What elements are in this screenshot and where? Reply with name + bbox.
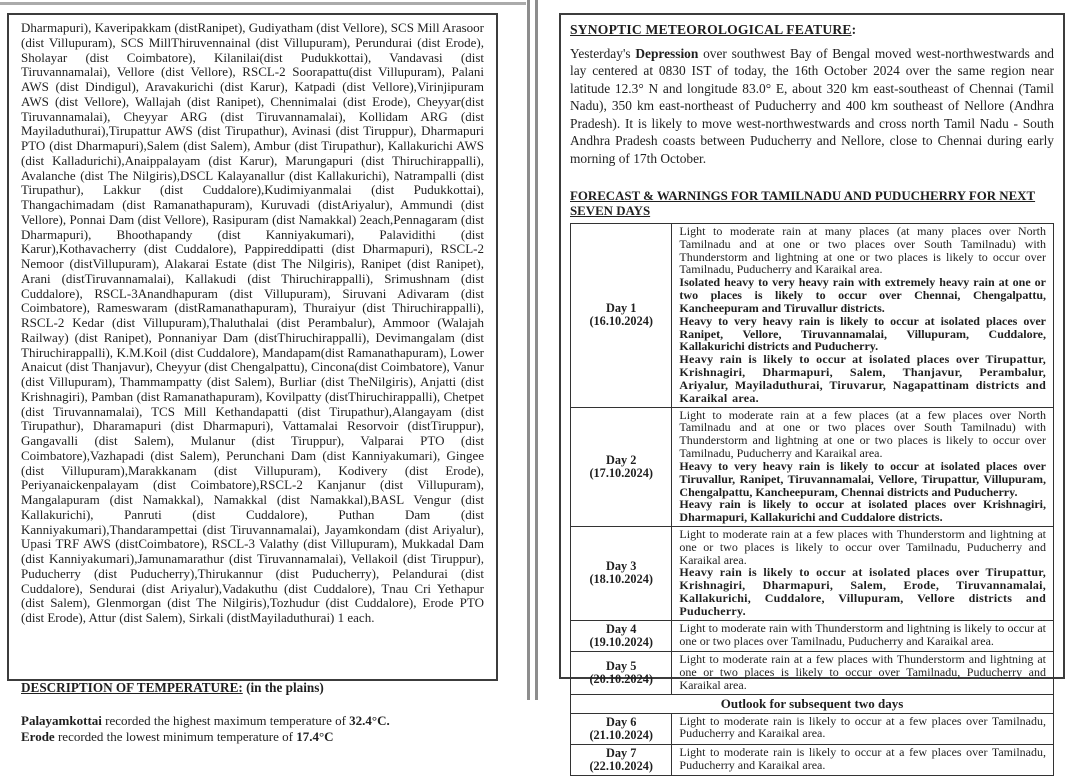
- forecast-cell: [672, 652, 1054, 694]
- day-label: Day 6 (21.10.2024): [571, 713, 672, 744]
- forecast-outlook-row: [571, 694, 1054, 713]
- max-temperature-line: [21, 713, 484, 729]
- forecast-text-segment: Light to moderate rain is likely to occur at a few places over Tamilnadu, Puducherry and Karaikal area.: [679, 713, 1046, 741]
- forecast-warning-segment: Heavy rain is likely to occur at isolated places over Tirupattur, Krishnagiri, Dharmapuri, Salem, Thanjavur, Perambalur, Ariyalur, Mayiladuthurai, Tiruvarur, Nagapattinam districts and Karaikal area.: [679, 352, 1046, 405]
- forecast-warning-segment: Heavy rain is likely to occur at isolated places over Tirupattur, Krishnagiri, Dharmapuri, Salem, Erode, Tiruvannamalai, Kallakurichi, Cuddalore, Villupuram, Vellore districts and Puducherry.: [679, 565, 1046, 618]
- forecast-table: [570, 223, 1054, 776]
- forecast-cell: [672, 527, 1054, 621]
- day-label: Day 1 (16.10.2024): [571, 223, 672, 407]
- forecast-text-segment: Light to moderate rain at many places (at many places over North Tamilnadu and at one or two places over South Tamilnadu) with Thunderstorm and lightning at one or two places is likely to occur over Tamilnadu, Puducherry and Karaikal area.: [679, 223, 1046, 277]
- min-temperature-text: recorded the lowest minimum temperature of: [54, 728, 297, 744]
- day-label: Day 3 (18.10.2024): [571, 527, 672, 621]
- forecast-row-day6: [571, 713, 1054, 744]
- scan-edge-artifact: [0, 2, 526, 5]
- synoptic-depression-term: Depression: [635, 46, 699, 61]
- min-temperature-station: Erode: [21, 728, 55, 744]
- forecast-text-segment: Light to moderate rain at a few places (at a few places over North Tamilnadu and at one or two places over South Tamilnadu) with Thunderstorm and lightning at one or two places is likely to occur over Tamilnadu, Puducherry and Karaikal area.: [679, 407, 1046, 461]
- synoptic-heading-colon: :: [851, 22, 857, 37]
- synoptic-text-after: over southwest Bay of Bengal moved west-northwestwards and lay centered at 0830 IST of today, the 16th October 2024 over the same region near latitude 12.3° N and longitude 83.0° E, about 320 km east-southeast of Chennai (Tamil Nadu), 350 km east-northeast of Puducherry and 400 km southeast of Nellore (Andhra Pradesh). It is likely to move west-northwestwards and cross north Tamil Nadu - South Andhra Pradesh coasts between Puducherry and Nellore, close to Chennai during early morning of 17th October.: [570, 46, 1054, 166]
- outlook-label: Outlook for subsequent two days: [571, 694, 1054, 713]
- temperature-lines: [21, 713, 484, 745]
- forecast-heading: [570, 189, 1054, 219]
- day-label: Day 7 (22.10.2024): [571, 744, 672, 775]
- forecast-row-day5: [571, 652, 1054, 694]
- forecast-cell: [672, 223, 1054, 407]
- forecast-row-day2: [571, 407, 1054, 526]
- synoptic-heading-text: SYNOPTIC METEOROLOGICAL FEATURE: [570, 22, 852, 37]
- day-label: Day 4 (19.10.2024): [571, 620, 672, 651]
- temperature-heading-text: DESCRIPTION OF TEMPERATURE:: [21, 679, 243, 695]
- synoptic-heading: [570, 22, 1054, 38]
- forecast-warning-segment: Heavy to very heavy rain is likely to occur at isolated places over Tiruvallur, Ranipet, Tiruvannamalai, Vellore, Tirupattur, Villupuram, Chengalpattu, Kancheepuram, Chennai districts and Puducherry.: [679, 458, 1046, 499]
- min-temperature-line: [21, 729, 484, 745]
- forecast-row-day1: [571, 223, 1054, 407]
- forecast-text-segment: Light to moderate rain at a few places with Thunderstorm and lightning at one or two places is likely to occur over Tamilnadu, Puducherry and Karaikal area.: [679, 527, 1046, 567]
- left-page: [7, 13, 498, 744]
- right-page: [559, 13, 1065, 773]
- max-temperature-station: Palayamkottai: [21, 712, 102, 728]
- synoptic-text-before: Yesterday's: [570, 46, 636, 61]
- forecast-text-segment: Light to moderate rain at a few places with Thunderstorm and lightning at one or two places is likely to occur over Tamilnadu, Puducherry and Karaikal area.: [679, 652, 1046, 692]
- max-temperature-text: recorded the highest maximum temperature of: [101, 712, 350, 728]
- forecast-row-day4: [571, 620, 1054, 651]
- forecast-row-day3: [571, 527, 1054, 621]
- forecast-text-segment: Light to moderate rain with Thunderstorm and lightning is likely to occur at one or two places over Tamilnadu, Puducherry and Karaikal area.: [679, 620, 1046, 648]
- forecast-cell: [672, 713, 1054, 744]
- forecast-warning-segment: Isolated heavy to very heavy rain with extremely heavy rain at one or two places is likely to occur over Chennai, Chengalpattu, Kancheepuram and Tiruvallur districts.: [679, 275, 1046, 315]
- max-temperature-value: 32.4°C.: [349, 712, 390, 728]
- forecast-row-day7: [571, 744, 1054, 775]
- rainfall-station-list: Dharmapuri), Kaveripakkam (distRanipet), Gudiyatham (dist Vellore), SCS Mill Arasoor (dist Villupuram), SCS MillThiruvennainal (dist Villupuram), Perundurai (dist Erode), Sholayar (dist Coimbatore), Kilanilai(dist Pudukkottai), Vandavasi (dist Tiruvannamalai), Vellore (dist Vellore), RSCL-2 Soorapattu(dist Villupuram), Palani AWS (dist Dindigul), Aravakurichi (dist Karur), Katpadi (dist Vellore),Virinjipuram AWS (dist Vellore), Wallajah (dist Ranipet), Chennimalai (dist Erode), Cheyyar(dist Tiruvannamalai), Cheyyar ARG (dist Tiruvannamalai), Kollidam ARG (dist Mayiladuthurai),Tirupattur AWS (dist Tirupathur), Avinasi (dist Tiruppur), Dharmapuri PTO (dist Dharmapuri),Salem (dist Salem), Ambur (dist Tirupathur), Kallakurichi AWS (dist Kalladurichi),Anaippalayam (dist Karur), Marungapuri (dist Thiruchirappalli), Avalanche (dist The Nilgiris),DSCL Kalayanallur (dist Kallakurichi), Natrampalli (dist Tirupathur), Lakkur (dist Cuddalore),Kudimiyanmalai (dist Pudukkottai), Thangachimadam (dist Ramanathapuram), Kuruvadi (distAriyalur), Ammundi (dist Vellore), Ponnai Dam (dist Vellore), Rasipuram (dist Namakkal) 2each,Pennagaram (dist Dharmapuri), Bhoothapandy (dist Kanniyakumari), Palavidithi (dist Karur),Kothavacherry (dist Cuddalore), Pappireddipatti (dist Dharmapuri), RSCL-2 Nemoor (distVillupuram), Alakarai Estate (dist The Nilgiris), Ranipet (dist Ranipet), Arani (distTiruvannamalai), Kallakudi (dist Thiruchirappalli), Srimushnam (dist Cuddalore), RSCL-3Anandhapuram (dist Villupuram), Siruvani Adivaram (dist Coimbatore), Rameswaram (distRamanathapuram), Thuraiyur (dist Thiruchirappalli), RSCL-2 Kedar (dist Villupuram),Thaluthalai (dist Perambalur), Ammoor (Walajah Railway) (dist Ranipet), Ponnaniyar Dam (distThiruchirappalli), Devimangalam (dist Thiruchirappalli), K.M.Koil (dist Cuddalore), Mandapam(dist Ramanathapuram), Lower Anaicut (dist Thanjavur), Cheyyur (dist Chengalpattu), Cincona(dist Coimbatore), Vanur (dist Villupuram), Thammampatty (dist Salem), Burliar (dist TheNilgiris), Anjatti (dist Krishnagiri), Pamban (dist Ramanathapuram), Kovilpatty (distThiruchirappalli), Chetpet (dist Tiruvannamalai), TCS Mill Kethandapatti (dist Tirupathur),Alangayam (dist Tirupathur), Dharamapuri (dist Dharmapuri), Vattamalai Resorvoir (distTiruppur), Gangavalli (dist Salem), Mulanur (dist Tiruppur), Valparai PTO (dist Coimbatore),Vazhapadi (dist Salem), Perunchani Dam (dist Kanniyakumari), Gingee (dist Villupuram),Marakkanam (dist Villupuram), Kodivery (dist Erode), Periyanaickenpalayam (dist Coimbatore),RSCL-2 Kanjanur (dist Villupuram), Mangalapuram (dist Namakkal), Namakkal (dist Namakkal),BASL Vengur (dist Kallakurichi), Panruti (dist Cuddalore), Puthan Dam (dist Kanniyakumari),Thandarampettai (dist Tiruvannamalai), Jayamkondam (dist Ariyalur), Upasi TRF AWS (distCoimbatore), RSCL-3 Valathy (dist Villupuram), Mukkadal Dam (dist Kanniyakumari),Jamunamarathur (dist Tiruvannamalai), Vellakoil (dist Tiruppur), Puducherry (dist Puducherry),Thirukannur (dist Puducherry), Pelandurai (dist Cuddalore), Sendurai (dist Ariyalur),Vadakuthu (dist Cuddalore), Tnau Cri Yethapur (dist Salem), Glenmorgan (dist The Nilgiris),Tozhudur (dist Cuddalore), Erode PTO (dist Erode), Attur (dist Salem), Sirkali (distMayiladuthurai) 1 each.: [21, 20, 484, 625]
- forecast-cell: [672, 744, 1054, 775]
- forecast-cell: [672, 407, 1054, 526]
- forecast-text-segment: Light to moderate rain is likely to occur at a few places over Tamilnadu, Puducherry and Karaikal area.: [679, 744, 1046, 772]
- forecast-cell: [672, 620, 1054, 651]
- temperature-heading-suffix: (in the plains): [242, 679, 324, 695]
- forecast-heading-text: FORECAST & WARNINGS FOR TAMILNADU AND PUDUCHERRY FOR NEXT SEVEN DAYS: [570, 188, 1036, 218]
- synoptic-paragraph: [570, 45, 1054, 167]
- day-label: Day 5 (20.10.2024): [571, 652, 672, 694]
- forecast-warning-segment: Heavy to very heavy rain is likely to occur at isolated places over Ranipet, Vellore, Tiruvannamalai, Villupuram, Cuddalore, Kallakurichi districts and Puducherry.: [679, 313, 1046, 354]
- page-divider: [527, 0, 538, 700]
- temperature-section-heading: [21, 680, 484, 696]
- min-temperature-value: 17.4°C: [296, 728, 334, 744]
- forecast-warning-segment: Heavy rain is likely to occur at isolated places over Krishnagiri, Dharmapuri, Kallakurichi and Cuddalore districts.: [679, 497, 1046, 525]
- day-label: Day 2 (17.10.2024): [571, 407, 672, 526]
